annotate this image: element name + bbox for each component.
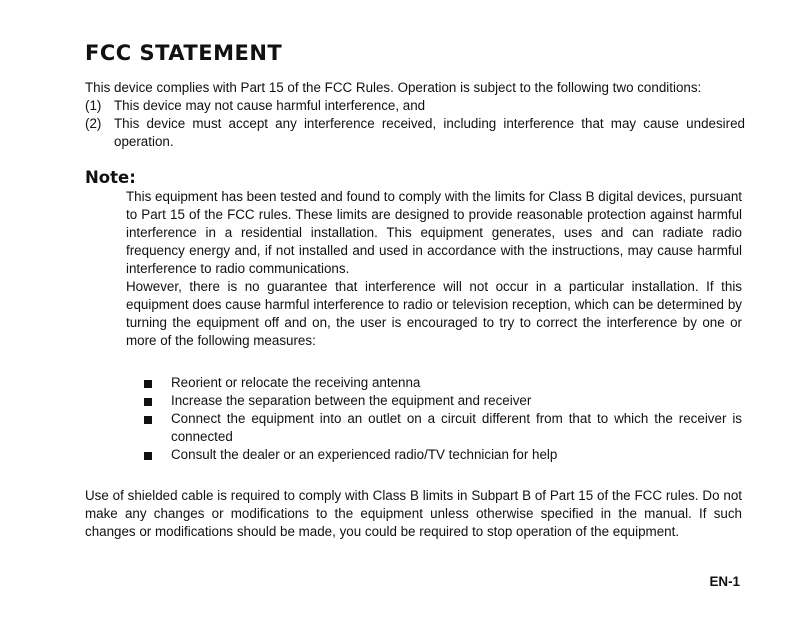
note-body bbox=[126, 188, 742, 350]
square-bullet-icon bbox=[144, 398, 152, 406]
closing-paragraph: Use of shielded cable is required to comply with Class B limits in Subpart B of Part 15 of the FCC rules. Do not make any changes or modifications to the equipment unless otherwise specified in the manual. If such changes or modifications should be made, you could be required to stop operation of the equipment. bbox=[85, 488, 742, 539]
condition-number: (2) bbox=[85, 116, 102, 131]
measure-text: Increase the separation between the equipment and receiver bbox=[171, 393, 532, 408]
condition-item bbox=[85, 115, 745, 151]
note-heading: Note: bbox=[85, 168, 136, 187]
measure-item bbox=[144, 446, 742, 464]
condition-item bbox=[85, 97, 745, 115]
measure-item bbox=[144, 392, 742, 410]
measure-text: Reorient or relocate the receiving antenna bbox=[171, 375, 421, 390]
measure-item bbox=[144, 410, 742, 446]
square-bullet-icon bbox=[144, 452, 152, 460]
condition-number: (1) bbox=[85, 98, 102, 113]
measure-text: Consult the dealer or an experienced radio/TV technician for help bbox=[171, 447, 558, 462]
note-paragraph-1: This equipment has been tested and found to comply with the limits for Class B digital devices, pursuant to Part 15 of the FCC rules. These limits are designed to provide reasonable protection against harmful interference in a residential installation. This equipment generates, uses and can radiate radio frequency energy and, if not installed and used in accordance with the instructions, may cause harmful interference to radio communications. bbox=[126, 189, 742, 276]
conditions-list bbox=[85, 97, 745, 151]
measure-text: Connect the equipment into an outlet on a circuit different from that to which the receiver is connected bbox=[171, 411, 742, 444]
page-number: EN-1 bbox=[709, 574, 740, 589]
condition-text: This device may not cause harmful interference, and bbox=[114, 98, 426, 113]
note-paragraph-2: However, there is no guarantee that interference will not occur in a particular installation. If this equipment does cause harmful interference to radio or television reception, which can be determined by turning the equipment off and on, the user is encouraged to try to correct the interference by one or more of the following measures: bbox=[126, 279, 742, 348]
measures-list bbox=[144, 374, 742, 464]
condition-text: This device must accept any interference received, including interference that may cause undesired operation. bbox=[114, 116, 745, 149]
square-bullet-icon bbox=[144, 380, 152, 388]
intro-paragraph: This device complies with Part 15 of the FCC Rules. Operation is subject to the following two conditions: bbox=[85, 80, 702, 95]
square-bullet-icon bbox=[144, 416, 152, 424]
page-title: FCC STATEMENT bbox=[85, 41, 283, 65]
measure-item bbox=[144, 374, 742, 392]
